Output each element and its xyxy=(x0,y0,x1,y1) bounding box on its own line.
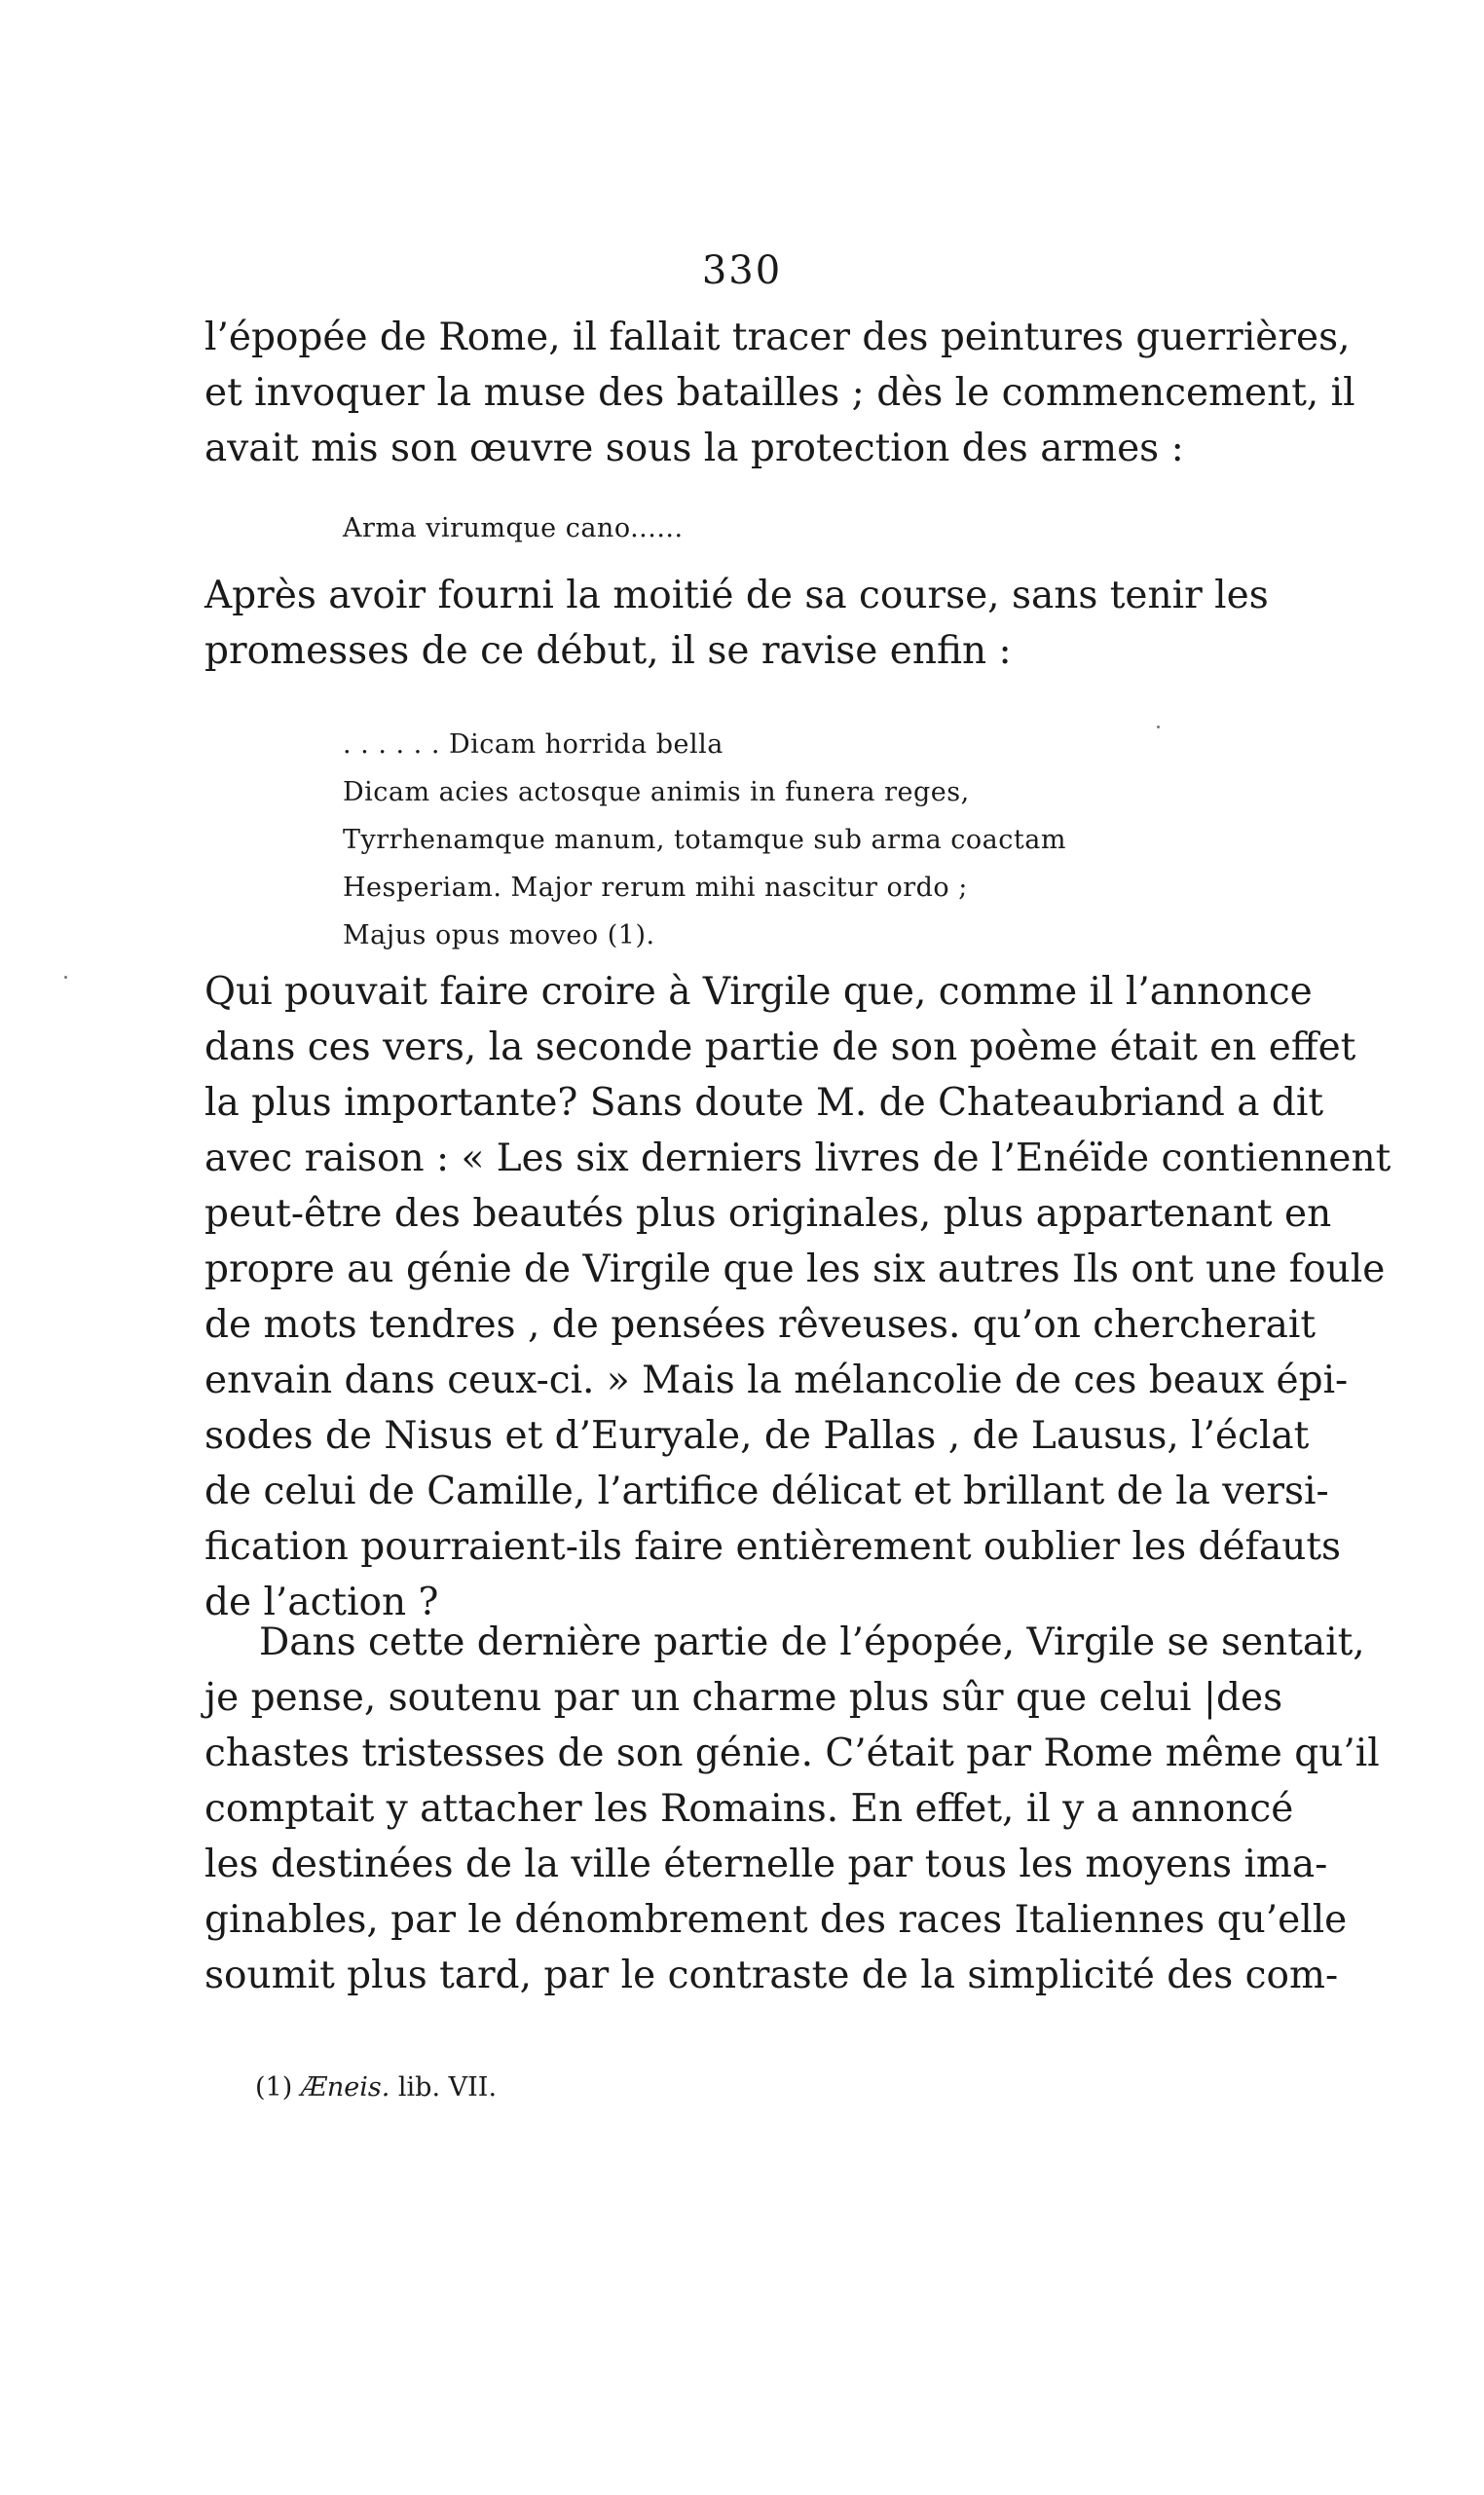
scan-speck xyxy=(1157,726,1160,728)
verse-quote-2 xyxy=(343,721,1083,959)
paragraph-3 xyxy=(204,964,1391,1630)
paragraph-1 xyxy=(204,310,1355,476)
verse-line: Dicam acies actosque animis in funera reges, xyxy=(343,777,970,807)
text-line: fication pourraient-ils faire entièrement oublier les défauts xyxy=(204,1525,1342,1569)
verse-line: Majus opus moveo (1). xyxy=(343,920,655,950)
footnote-marker: (1) xyxy=(255,2072,293,2103)
text-line: je pense, soutenu par un charme plus sûr que celui |des xyxy=(204,1676,1283,1720)
text-line: de l’action ? xyxy=(204,1581,439,1624)
text-line: soumit plus tard, par le contraste de la simplicité des com- xyxy=(204,1954,1339,1997)
paragraph-2 xyxy=(204,568,1269,679)
text-line: de celui de Camille, l’artifice délicat et brillant de la versi- xyxy=(204,1470,1329,1513)
footnote-work-title: Æneis. xyxy=(300,2072,390,2103)
verse-line: Hesperiam. Major rerum mihi nascitur ordo ; xyxy=(343,873,968,903)
footnote-reference: lib. VII. xyxy=(397,2072,498,2103)
text-line: la plus importante? Sans doute M. de Chateaubriand a dit xyxy=(204,1081,1324,1125)
paragraph-4 xyxy=(204,1615,1380,2003)
text-line: avait mis son œuvre sous la protection des armes : xyxy=(204,427,1184,470)
text-line: Dans cette dernière partie de l’épopée, Virgile se sentait, xyxy=(259,1620,1365,1664)
text-line: envain dans ceux-ci. » Mais la mélancolie de ces beaux épi- xyxy=(204,1359,1349,1402)
text-line: sodes de Nisus et d’Euryale, de Pallas , de Lausus, l’éclat xyxy=(204,1414,1310,1458)
text-line: l’épopée de Rome, il fallait tracer des peintures guerrières, xyxy=(204,316,1351,359)
text-line: peut-être des beautés plus originales, plus appartenant en xyxy=(204,1192,1332,1236)
text-line: promesses de ce début, il se ravise enfin : xyxy=(204,629,1012,673)
verse-line: Tyrrhenamque manum, totamque sub arma coactam xyxy=(343,825,1066,855)
verse-quote-1 xyxy=(343,504,1083,552)
text-line: avec raison : « Les six derniers livres de l’Enéïde contiennent xyxy=(204,1136,1391,1180)
text-line: et invoquer la muse des batailles ; dès le commencement, il xyxy=(204,371,1355,415)
text-line: les destinées de la ville éternelle par tous les moyens ima- xyxy=(204,1843,1328,1886)
text-line: Après avoir fourni la moitié de sa course, sans tenir les xyxy=(204,574,1269,617)
text-line: de mots tendres , de pensées rêveuses. qu’on chercherait xyxy=(204,1303,1317,1347)
text-line: Qui pouvait faire croire à Virgile que, comme il l’annonce xyxy=(204,970,1313,1014)
scan-speck xyxy=(64,976,67,979)
text-line: comptait y attacher les Romains. En effet, il y a annoncé xyxy=(204,1787,1294,1831)
text-line: propre au génie de Virgile que les six autres Ils ont une foule xyxy=(204,1248,1386,1291)
text-line: chastes tristesses de son génie. C’était par Rome même qu’il xyxy=(204,1732,1380,1775)
verse-line: Arma virumque cano...... xyxy=(343,513,684,543)
page-number: 330 xyxy=(701,248,783,293)
text-line: dans ces vers, la seconde partie de son poème était en effet xyxy=(204,1025,1356,1069)
verse-line: . . . . . . Dicam horrida bella xyxy=(343,729,723,760)
text-line: ginables, par le dénombrement des races Italiennes qu’elle xyxy=(204,1898,1348,1942)
footnote xyxy=(255,2072,497,2103)
